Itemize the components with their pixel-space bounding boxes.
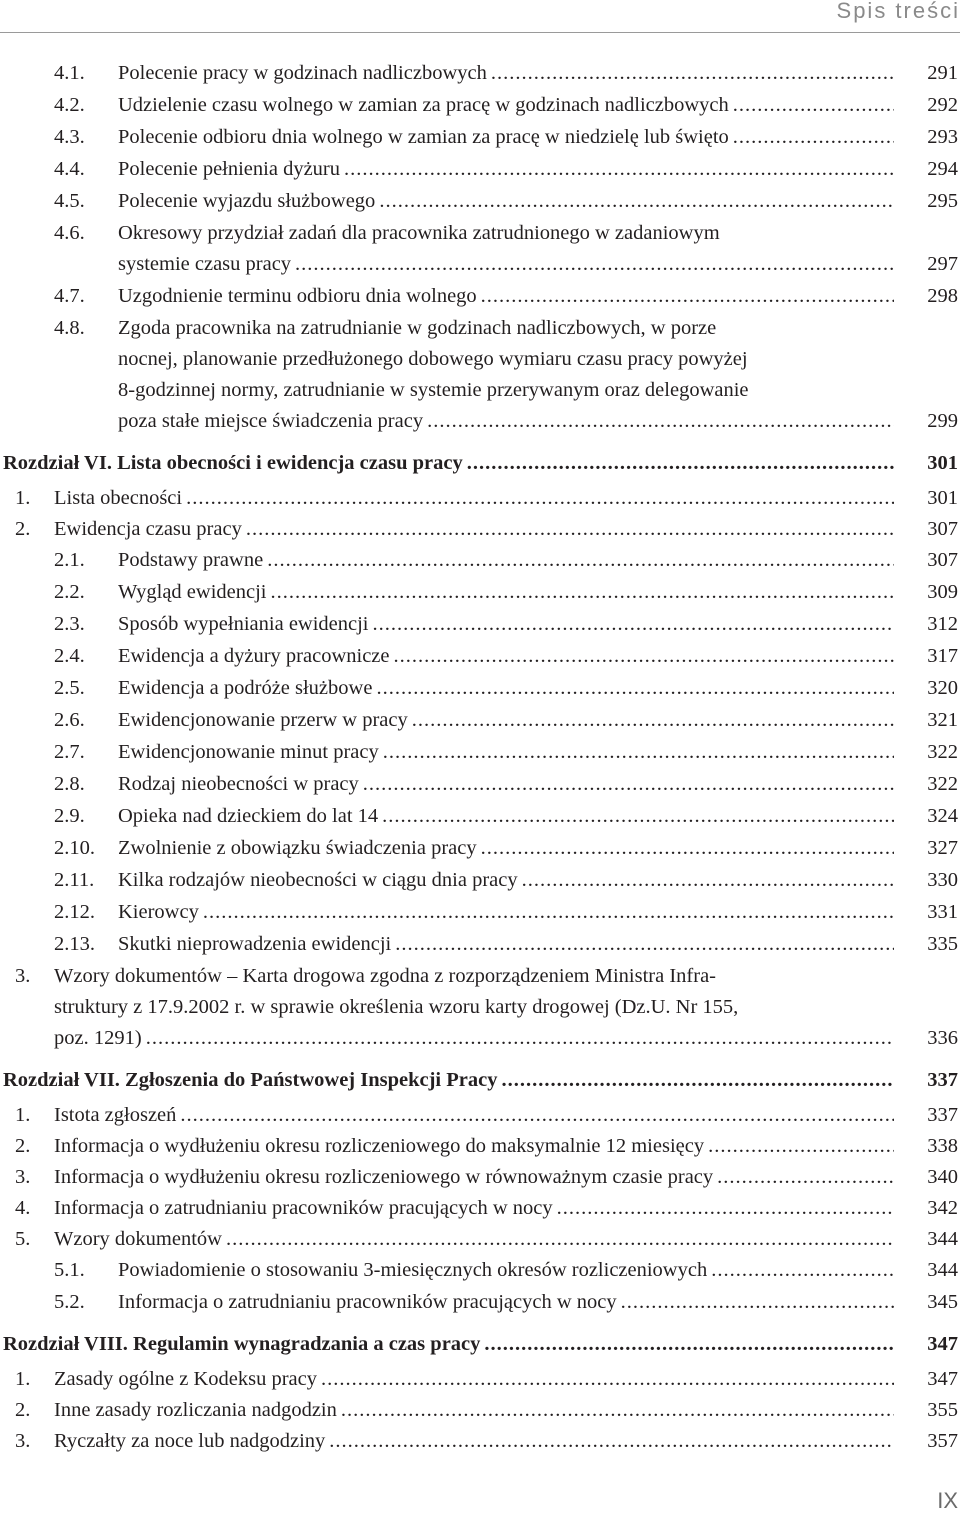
header-rule — [0, 32, 960, 33]
toc-entry[interactable] — [0, 313, 960, 437]
toc-entry[interactable] — [0, 833, 960, 864]
toc-entry-title — [118, 833, 894, 864]
toc-entry-title — [118, 58, 894, 89]
toc-entry-title-last-line: Rozdział VI. Lista obecności i ewidencja czasu pracy — [3, 452, 467, 474]
toc-entry[interactable] — [0, 186, 960, 217]
toc-chapter-entry[interactable] — [0, 1065, 960, 1096]
toc-entry-number: 5. — [15, 1228, 31, 1250]
toc-entry[interactable] — [0, 929, 960, 960]
toc-entry[interactable] — [0, 737, 960, 768]
page-number-footer: IX — [937, 1488, 958, 1513]
toc-chapter-entry[interactable] — [0, 1329, 960, 1360]
toc-entry-title-last-line: Lista obecności — [54, 487, 186, 509]
toc-entry[interactable] — [0, 1193, 960, 1224]
toc-entry-number: 2.4. — [54, 645, 85, 667]
toc-entry-page: 307 — [927, 549, 958, 571]
toc-entry-page: 337 — [927, 1069, 958, 1091]
toc-entry-page: 335 — [927, 933, 958, 955]
toc-entry-title-last-line: Informacja o wydłużeniu okresu rozliczeniowego w równoważnym czasie pracy — [54, 1166, 717, 1188]
toc-entry-page: 344 — [927, 1228, 958, 1250]
toc-entry-title-last-line: Zasady ogólne z Kodeksu pracy — [54, 1368, 321, 1390]
toc-entry-number: 2.5. — [54, 677, 85, 699]
toc-entry-page: 336 — [927, 1027, 958, 1049]
toc-entry[interactable] — [0, 154, 960, 185]
toc-entry-number: 5.1. — [54, 1259, 85, 1281]
toc-entry-page: 317 — [927, 645, 958, 667]
toc-entry-title — [118, 218, 894, 280]
toc-entry[interactable] — [0, 769, 960, 800]
toc-entry[interactable] — [0, 545, 960, 576]
toc-entry-title-last-line: Sposób wypełniania ewidencji — [118, 613, 373, 635]
toc-entry[interactable] — [0, 1162, 960, 1193]
toc-entry-page: 342 — [927, 1197, 958, 1219]
toc-entry[interactable] — [0, 609, 960, 640]
toc-entry-number: 1. — [15, 1368, 31, 1390]
toc-entry[interactable] — [0, 961, 960, 1054]
toc-entry-title — [118, 577, 894, 608]
toc-entry-number: 4.4. — [54, 158, 85, 180]
toc-entry-title — [3, 448, 894, 479]
toc-entry-page: 297 — [927, 253, 958, 275]
toc-entry-title-line: Zgoda pracownika na zatrudnianie w godzinach nadliczbowych, w porze — [118, 317, 717, 339]
toc-entry-number: 2.12. — [54, 901, 95, 923]
toc-entry-page: 324 — [927, 805, 958, 827]
toc-entry-title-last-line: Polecenie wyjazdu służbowego — [118, 190, 379, 212]
toc-entry-title-last-line: Uzgodnienie terminu odbioru dnia wolnego — [118, 285, 481, 307]
toc-entry-title-last-line: Rozdział VIII. Regulamin wynagradzania a czas pracy — [3, 1333, 484, 1355]
toc-entry-title-last-line: Polecenie pracy w godzinach nadliczbowych — [118, 62, 491, 84]
toc-entry-title-last-line: Udzielenie czasu wolnego w zamian za pracę w godzinach nadliczbowych — [118, 94, 733, 116]
toc-entry-page: 298 — [927, 285, 958, 307]
toc-entry-title-last-line: Ewidencja a podróże służbowe — [118, 677, 376, 699]
toc-entry-page: 344 — [927, 1259, 958, 1281]
toc-entry-title-last-line: Rozdział VII. Zgłoszenia do Państwowej Inspekcji Pracy — [3, 1069, 501, 1091]
toc-entry-title — [54, 1162, 894, 1193]
toc-entry-title — [54, 1100, 894, 1131]
toc-entry-title-line: Wzory dokumentów – Karta drogowa zgodna z rozporządzeniem Ministra Infra- — [54, 965, 717, 987]
toc-entry-number: 4.5. — [54, 190, 85, 212]
toc-entry-page: 295 — [927, 190, 958, 212]
toc-entry-title-line: struktury z 17.9.2002 r. w sprawie określenia wzoru karty drogowej (Dz.U. Nr 155, — [54, 996, 739, 1018]
toc-entry-number: 2. — [15, 1135, 31, 1157]
toc-entry-number: 2.13. — [54, 933, 95, 955]
toc-entry-number: 2.1. — [54, 549, 85, 571]
toc-entry[interactable] — [0, 1287, 960, 1318]
toc-entry-page: 338 — [927, 1135, 958, 1157]
toc-entry-number: 2.2. — [54, 581, 85, 603]
toc-entry-title-line: Okresowy przydział zadań dla pracownika zatrudnionego w zadaniowym — [118, 222, 720, 244]
toc-entry-page: 322 — [927, 741, 958, 763]
toc-entry-title-last-line: Inne zasady rozliczania nadgodzin — [54, 1399, 341, 1421]
toc-entry-number: 4. — [15, 1197, 31, 1219]
toc-entry-number: 4.3. — [54, 126, 85, 148]
toc-entry[interactable] — [0, 218, 960, 280]
toc-entry-title — [54, 483, 894, 514]
toc-entry-number: 1. — [15, 487, 31, 509]
toc-entry[interactable] — [0, 705, 960, 736]
toc-entry-title — [118, 186, 894, 217]
toc-entry[interactable] — [0, 865, 960, 896]
toc-entry-title — [54, 1426, 894, 1457]
toc-entry-title — [118, 737, 894, 768]
toc-entry-page: 355 — [927, 1399, 958, 1421]
toc-entry-title — [118, 609, 894, 640]
toc-entry-title-last-line: Ewidencjonowanie minut pracy — [118, 741, 383, 763]
toc-entry-title — [118, 865, 894, 896]
toc-entry[interactable] — [0, 1426, 960, 1457]
toc-entry-title — [118, 122, 894, 153]
toc-entry[interactable] — [0, 577, 960, 608]
toc-entry-title-last-line: Ewidencjonowanie przerw w pracy — [118, 709, 412, 731]
toc-entry-title-last-line: Kierowcy — [118, 901, 203, 923]
toc-entry-page: 357 — [927, 1430, 958, 1452]
toc-entry-title-last-line: Skutki nieprowadzenia ewidencji — [118, 933, 395, 955]
toc-entry[interactable] — [0, 673, 960, 704]
toc-entry-title-last-line: Informacja o wydłużeniu okresu rozliczeniowego do maksymalnie 12 miesięcy — [54, 1135, 708, 1157]
toc-entry-page: 320 — [927, 677, 958, 699]
toc-entry-page: 330 — [927, 869, 958, 891]
toc-entry-title — [118, 641, 894, 672]
toc-entry-title-last-line: Ewidencja a dyżury pracownicze — [118, 645, 394, 667]
toc-entry[interactable] — [0, 1395, 960, 1426]
toc-entry-page: 322 — [927, 773, 958, 795]
toc-entry-page: 312 — [927, 613, 958, 635]
toc-entry-number: 2.10. — [54, 837, 95, 859]
toc-entry-title-last-line: Informacja o zatrudnianiu pracowników pracujących w nocy — [54, 1197, 557, 1219]
toc-entry-title-last-line: Opieka nad dzieckiem do lat 14 — [118, 805, 382, 827]
toc-entry-page: 292 — [927, 94, 958, 116]
toc-entry-number: 3. — [15, 965, 31, 987]
toc-entry-title — [118, 281, 894, 312]
toc-entry-title-last-line: poz. 1291) — [54, 1027, 146, 1049]
toc-entry[interactable] — [0, 90, 960, 121]
toc-entry-title — [3, 1329, 894, 1360]
toc-entry-page: 347 — [927, 1333, 958, 1355]
toc-entry-title-line: nocnej, planowanie przedłużonego dobowego wymiaru czasu pracy powyżej — [118, 348, 748, 370]
toc-entry-title-last-line: Ryczałty za noce lub nadgodziny — [54, 1430, 329, 1452]
toc-entry-title-last-line: Podstawy prawne — [118, 549, 267, 571]
toc-entry-title-last-line: Polecenie odbioru dnia wolnego w zamian za pracę w niedzielę lub święto — [118, 126, 733, 148]
toc-entry-title-last-line: Powiadomienie o stosowaniu 3-miesięcznych okresów rozliczeniowych — [118, 1259, 711, 1281]
toc-entry-title — [118, 1287, 894, 1318]
toc-entry[interactable] — [0, 1100, 960, 1131]
toc-entry-title — [54, 1131, 894, 1162]
toc-entry-page: 347 — [927, 1368, 958, 1390]
toc-entry-page: 327 — [927, 837, 958, 859]
toc-entry-page: 345 — [927, 1291, 958, 1313]
toc-entry-title-last-line: Polecenie pełnienia dyżuru — [118, 158, 344, 180]
toc-entry-page: 307 — [927, 518, 958, 540]
toc-chapter-entry[interactable] — [0, 448, 960, 479]
toc-entry-number: 1. — [15, 1104, 31, 1126]
toc-entry-title-last-line: Kilka rodzajów nieobecności w ciągu dnia pracy — [118, 869, 522, 891]
toc-entry-page: 301 — [927, 487, 958, 509]
toc-entry-title-last-line: poza stałe miejsce świadczenia pracy — [118, 410, 427, 432]
toc-entry-title-last-line: Zwolnienie z obowiązku świadczenia pracy — [118, 837, 481, 859]
running-header: Spis treści — [836, 0, 960, 23]
toc-entry-title — [54, 961, 894, 1054]
toc-entry[interactable] — [0, 897, 960, 928]
toc-entry-title-last-line: systemie czasu pracy — [118, 253, 295, 275]
toc-entry-title — [118, 545, 894, 576]
toc-entry-title — [118, 929, 894, 960]
toc-entry-title — [118, 90, 894, 121]
toc-entry-title — [3, 1065, 894, 1096]
toc-entry-number: 4.8. — [54, 317, 85, 339]
toc-entry-title-line: 8-godzinnej normy, zatrudnianie w systemie przerywanym oraz delegowanie — [118, 379, 749, 401]
toc-entry-title — [118, 705, 894, 736]
toc-entry[interactable] — [0, 1224, 960, 1255]
toc-entry-title — [118, 1255, 894, 1286]
toc-entry-title — [54, 1224, 894, 1255]
toc-entry-number: 3. — [15, 1430, 31, 1452]
toc-entry-title-last-line: Informacja o zatrudnianiu pracowników pracujących w nocy — [118, 1291, 621, 1313]
toc-entry-page: 301 — [927, 452, 958, 474]
toc-entry-page: 340 — [927, 1166, 958, 1188]
toc-entry-title — [118, 769, 894, 800]
toc-entry-number: 2.7. — [54, 741, 85, 763]
toc-entry-title-last-line: Wygląd ewidencji — [118, 581, 270, 603]
toc-entry-title-last-line: Wzory dokumentów — [54, 1228, 226, 1250]
toc-entry-title — [118, 313, 894, 437]
toc-entry-title — [118, 154, 894, 185]
toc-entry-page: 309 — [927, 581, 958, 603]
toc-entry[interactable] — [0, 122, 960, 153]
toc-entry-number: 3. — [15, 1166, 31, 1188]
toc-entry[interactable] — [0, 801, 960, 832]
toc-entry-page: 299 — [927, 410, 958, 432]
toc-entry-page: 293 — [927, 126, 958, 148]
toc-entry-title — [118, 897, 894, 928]
toc-entry-page: 294 — [927, 158, 958, 180]
toc-entry[interactable] — [0, 641, 960, 672]
toc-entry-number: 4.1. — [54, 62, 85, 84]
table-of-contents — [0, 58, 960, 1457]
toc-entry-number: 5.2. — [54, 1291, 85, 1313]
toc-entry[interactable] — [0, 281, 960, 312]
toc-entry[interactable] — [0, 58, 960, 89]
toc-entry-number: 4.2. — [54, 94, 85, 116]
toc-entry[interactable] — [0, 483, 960, 514]
toc-entry-title-last-line: Rodzaj nieobecności w pracy — [118, 773, 363, 795]
toc-entry-number: 2. — [15, 518, 31, 540]
toc-entry-title — [54, 514, 894, 545]
toc-entry-title — [118, 673, 894, 704]
toc-entry-number: 2.9. — [54, 805, 85, 827]
toc-entry-title — [118, 801, 894, 832]
toc-entry[interactable] — [0, 514, 960, 545]
toc-entry-number: 4.6. — [54, 222, 85, 244]
toc-entry-page: 331 — [927, 901, 958, 923]
toc-entry-number: 2.6. — [54, 709, 85, 731]
toc-entry-title — [54, 1364, 894, 1395]
toc-entry-number: 2. — [15, 1399, 31, 1421]
toc-entry-number: 2.11. — [54, 869, 95, 891]
toc-entry-number: 4.7. — [54, 285, 85, 307]
toc-entry-number: 2.8. — [54, 773, 85, 795]
toc-entry-page: 321 — [927, 709, 958, 731]
toc-entry[interactable] — [0, 1364, 960, 1395]
toc-entry[interactable] — [0, 1255, 960, 1286]
toc-entry[interactable] — [0, 1131, 960, 1162]
toc-entry-page: 337 — [927, 1104, 958, 1126]
toc-entry-title — [54, 1193, 894, 1224]
toc-entry-title — [54, 1395, 894, 1426]
toc-entry-title-last-line: Istota zgłoszeń — [54, 1104, 180, 1126]
toc-entry-title-last-line: Ewidencja czasu pracy — [54, 518, 246, 540]
toc-entry-number: 2.3. — [54, 613, 85, 635]
toc-entry-page: 291 — [927, 62, 958, 84]
